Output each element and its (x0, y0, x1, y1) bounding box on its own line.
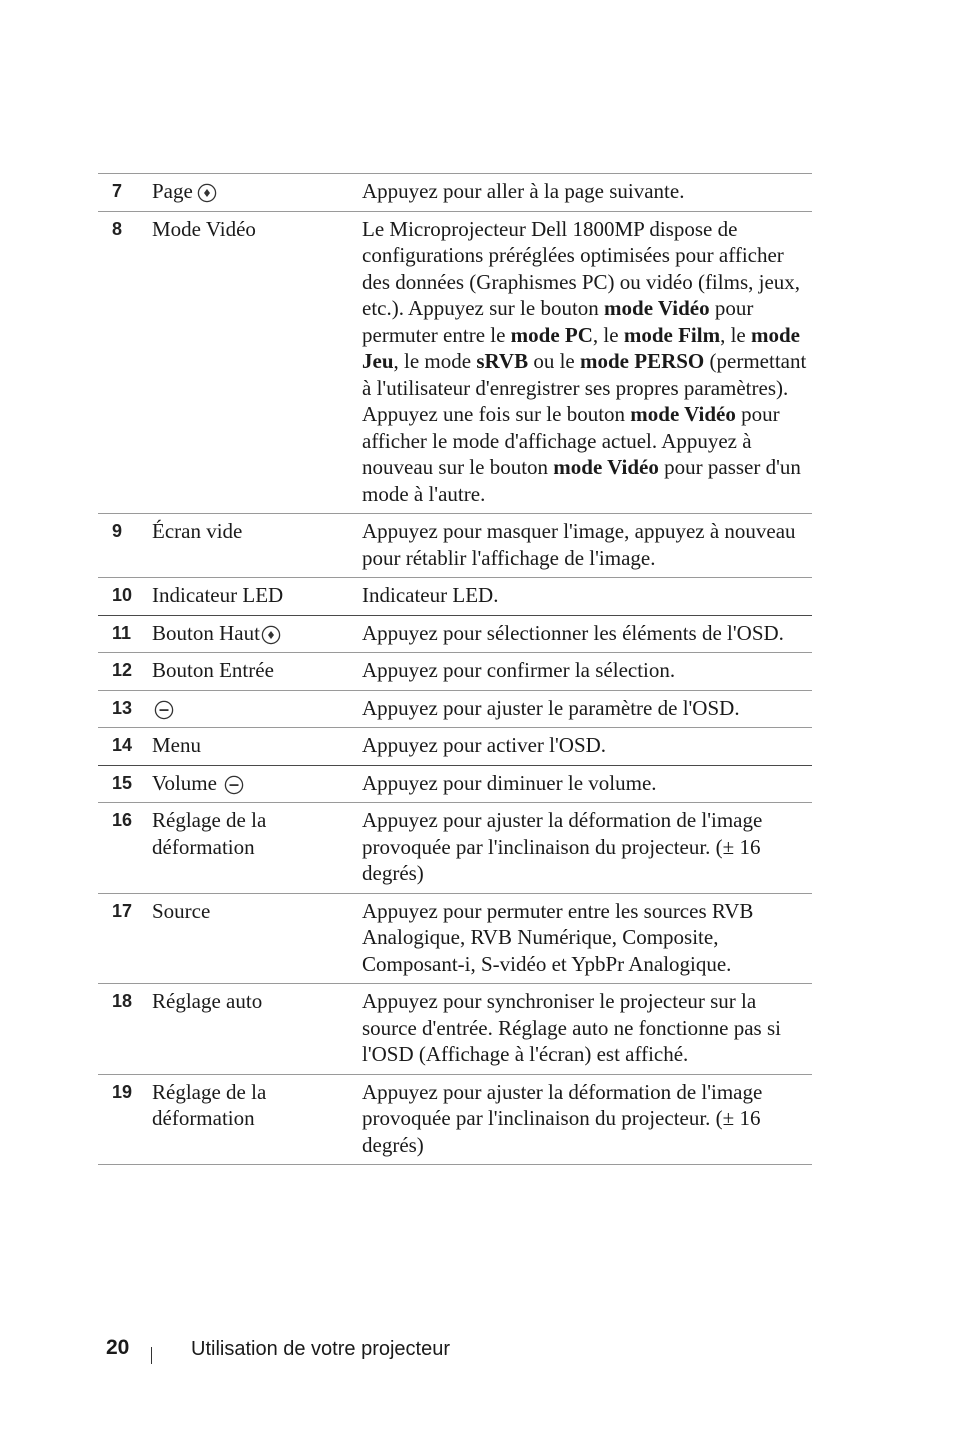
table-row (98, 803, 812, 894)
page-number: 20 (106, 1336, 130, 1359)
row-description: Appuyez pour ajuster le paramètre de l'OSD. (362, 695, 740, 720)
table-row (98, 894, 812, 985)
row-name: Réglage auto (152, 989, 263, 1013)
table-row (98, 1075, 812, 1166)
row-number: 18 (112, 991, 133, 1011)
row-number: 10 (112, 585, 133, 605)
row-name: Bouton Haut (152, 620, 362, 647)
row-name: Bouton Entrée (152, 658, 274, 682)
table-row (98, 984, 812, 1075)
row-description: Appuyez pour permuter entre les sources RVB Analogique, RVB Numérique, Composite, Composant-i, S-vidéo et YpbPr Analogique. (362, 898, 754, 976)
row-number: 12 (112, 660, 133, 680)
row-description: Le Microprojecteur Dell 1800MP dispose de configurations préréglées optimisées pour afficher des données (Graphismes PC) ou vidéo (films, jeux, etc.). Appuyez sur le bouton mode Vidéo pour permuter entre le mode PC, le mode Film, le mode Jeu, le mode sRVB ou le mode PERSO (permettant à l'utilisateur d'enregistrer ses propres paramètres). Appuyez une fois sur le bouton mode Vidéo pour afficher le mode d'affichage actuel. Appuyez à nouveau sur le bouton mode Vidéo pour passer d'un mode à l'autre. (362, 216, 807, 506)
row-description: Appuyez pour ajuster la déformation de l'image provoquée par l'inclinaison du projecteur. (± 16 degrés) (362, 1079, 763, 1157)
row-number: 7 (112, 181, 123, 201)
row-name: Réglage de la déformation (152, 808, 267, 859)
table-row (98, 766, 812, 804)
row-description: Appuyez pour ajuster la déformation de l'image provoquée par l'inclinaison du projecteur. (± 16 degrés) (362, 808, 763, 885)
page-down-icon (197, 183, 217, 203)
row-name: Volume (152, 770, 362, 797)
row-name: Indicateur LED (152, 583, 284, 607)
row-description: Appuyez pour confirmer la sélection. (362, 658, 676, 682)
row-description: Appuyez pour sélectionner les éléments de l'OSD. (362, 620, 784, 645)
row-number: 15 (112, 772, 133, 793)
volume-minus-icon (224, 775, 244, 795)
row-name: Écran vide (152, 519, 243, 543)
row-number: 16 (112, 810, 133, 830)
row-description: Appuyez pour activer l'OSD. (362, 733, 607, 757)
row-name: Source (152, 898, 211, 923)
row-description: Appuyez pour aller à la page suivante. (362, 179, 685, 203)
row-description: Appuyez pour masquer l'image, appuyez à nouveau pour rétablir l'affichage de l'image. (362, 519, 796, 570)
controls-table (98, 173, 812, 1165)
row-number: 8 (112, 218, 123, 239)
row-number: 19 (112, 1081, 133, 1102)
table-row (98, 616, 812, 654)
row-number: 17 (112, 900, 133, 921)
minus-icon (154, 700, 174, 720)
section-title: Utilisation de votre projecteur (191, 1338, 451, 1360)
row-number: 9 (112, 521, 123, 541)
row-description: Appuyez pour synchroniser le projecteur sur la source d'entrée. Réglage auto ne fonctionne pas si l'OSD (Affichage à l'écran) est affiché. (362, 989, 781, 1066)
row-name: Réglage de la déformation (152, 1079, 267, 1130)
table-row (98, 174, 812, 212)
row-name: Page (152, 178, 362, 205)
row-name: Mode Vidéo (152, 216, 256, 241)
table-row (98, 578, 812, 616)
table-row (98, 212, 812, 515)
up-button-icon (261, 625, 281, 645)
row-name: Menu (152, 733, 201, 757)
row-number: 11 (112, 622, 132, 643)
table-row (98, 514, 812, 578)
table-row (98, 653, 812, 691)
footer-divider (151, 1347, 152, 1364)
row-number: 13 (112, 697, 133, 718)
row-number: 14 (112, 735, 133, 755)
table-row (98, 728, 812, 766)
table-row (98, 691, 812, 729)
row-name (152, 695, 362, 722)
row-description: Indicateur LED. (362, 583, 499, 607)
row-description: Appuyez pour diminuer le volume. (362, 770, 657, 795)
